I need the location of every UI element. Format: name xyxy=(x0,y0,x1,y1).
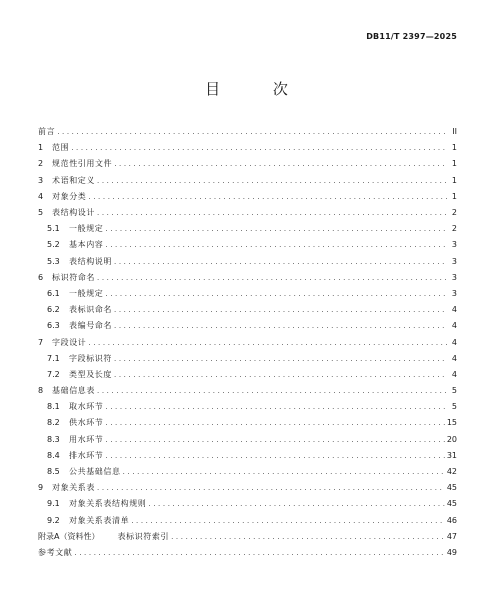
toc-entry-number: 9 xyxy=(38,483,44,493)
toc-entry-page: 3 xyxy=(451,288,457,298)
toc-entry-page: 1 xyxy=(451,175,457,185)
toc-entry-label: 表编号命名 xyxy=(69,321,112,331)
toc-entry[interactable] xyxy=(38,302,457,318)
toc-leader-dots xyxy=(97,208,447,218)
toc-entry[interactable] xyxy=(38,334,457,350)
toc-entry-label: 用水环节 xyxy=(69,434,104,444)
toc-leader-dots xyxy=(131,516,445,526)
toc-entry-label: 参考文献 xyxy=(38,547,73,557)
toc-entry-page: 4 xyxy=(451,337,457,347)
toc-entry[interactable] xyxy=(38,124,457,140)
toc-entry-page: 49 xyxy=(446,547,457,557)
toc-entry-number: 3 xyxy=(38,175,44,185)
toc-entry-page: 1 xyxy=(451,143,457,153)
toc-entry[interactable] xyxy=(38,318,457,334)
toc-leader-dots xyxy=(114,321,447,331)
toc-entry-page: 3 xyxy=(451,240,457,250)
toc-leader-dots xyxy=(97,386,447,396)
toc-entry-label: 一般规定 xyxy=(69,224,104,234)
toc-entry-page: 1 xyxy=(451,191,457,201)
toc-leader-dots xyxy=(114,305,447,315)
toc-entry-label: 标识符命名 xyxy=(52,272,95,282)
toc-leader-dots xyxy=(114,159,447,169)
toc-entry-label: 前言 xyxy=(38,127,56,137)
table-of-contents xyxy=(38,124,457,561)
toc-entry[interactable] xyxy=(38,351,457,367)
toc-leader-dots xyxy=(148,499,444,509)
toc-entry-number: 9.1 xyxy=(47,499,60,509)
toc-entry-label: 取水环节 xyxy=(69,402,104,412)
toc-entry-page: 45 xyxy=(446,483,457,493)
toc-entry[interactable] xyxy=(38,254,457,270)
page-title: 目 次 xyxy=(205,80,312,98)
toc-entry[interactable] xyxy=(38,205,457,221)
toc-entry-label: 基本内容 xyxy=(69,240,104,250)
toc-leader-dots xyxy=(105,240,447,250)
toc-entry-label: 字段设计 xyxy=(52,337,87,347)
toc-entry-number: 7.1 xyxy=(47,353,60,363)
toc-entry[interactable] xyxy=(38,156,457,172)
toc-entry-page: 45 xyxy=(446,499,457,509)
toc-entry[interactable] xyxy=(38,189,457,205)
toc-entry[interactable] xyxy=(38,173,457,189)
toc-entry-label: 范围 xyxy=(52,143,70,153)
toc-entry-page: 3 xyxy=(451,272,457,282)
toc-entry-number: 5.3 xyxy=(47,256,60,266)
toc-entry[interactable] xyxy=(38,270,457,286)
toc-entry-page: 2 xyxy=(451,208,457,218)
toc-entry[interactable] xyxy=(38,140,457,156)
toc-entry-page: 1 xyxy=(451,159,457,169)
toc-entry[interactable] xyxy=(38,415,457,431)
toc-entry-number: 8.2 xyxy=(47,418,60,428)
toc-entry-number: 6.1 xyxy=(47,288,60,298)
toc-leader-dots xyxy=(123,467,445,477)
toc-entry-label: 表标识命名 xyxy=(69,305,112,315)
toc-entry-label: 类型及长度 xyxy=(69,369,112,379)
toc-entry-number: 6 xyxy=(38,272,44,282)
toc-entry-page: 4 xyxy=(451,305,457,315)
toc-entry-label: 基础信息表 xyxy=(52,386,95,396)
toc-leader-dots xyxy=(105,451,444,461)
toc-entry-label: 字段标识符 xyxy=(69,353,112,363)
toc-leader-dots xyxy=(88,338,447,348)
toc-entry[interactable] xyxy=(38,529,457,545)
toc-entry[interactable] xyxy=(38,367,457,383)
toc-leader-dots xyxy=(105,224,447,234)
toc-entry-number: 4 xyxy=(38,191,44,201)
toc-entry[interactable] xyxy=(38,545,457,561)
toc-entry-page: 46 xyxy=(446,515,457,525)
toc-leader-dots xyxy=(105,402,447,412)
toc-entry[interactable] xyxy=(38,221,457,237)
toc-leader-dots xyxy=(105,418,444,428)
document-id: DB11/T 2397—2025 xyxy=(366,32,457,41)
toc-entry-page: 5 xyxy=(451,386,457,396)
toc-entry-number: 6.3 xyxy=(47,321,60,331)
toc-entry-label: 对象关系表清单 xyxy=(69,515,130,525)
toc-entry-label: 供水环节 xyxy=(69,418,104,428)
toc-entry-number: 5 xyxy=(38,208,44,218)
toc-entry-label: 表标识符索引 xyxy=(117,531,170,541)
toc-leader-dots xyxy=(114,370,447,380)
toc-entry-number: 5.2 xyxy=(47,240,60,250)
toc-entry-label: 表结构设计 xyxy=(52,208,95,218)
toc-leader-dots xyxy=(74,548,444,558)
toc-entry-page: 2 xyxy=(451,224,457,234)
toc-entry[interactable] xyxy=(38,237,457,253)
toc-entry-label: 排水环节 xyxy=(69,450,104,460)
toc-entry-page: 15 xyxy=(446,418,457,428)
toc-entry-number: 7 xyxy=(38,337,44,347)
toc-entry-label: 对象关系表结构规则 xyxy=(69,499,147,509)
toc-entry-number: 附录A（资料性） xyxy=(38,531,100,541)
toc-entry-label: 一般规定 xyxy=(69,288,104,298)
toc-leader-dots xyxy=(97,273,447,283)
toc-leader-dots xyxy=(88,192,447,202)
toc-entry-number: 8.4 xyxy=(47,450,60,460)
toc-entry[interactable] xyxy=(38,496,457,512)
toc-entry-page: 20 xyxy=(446,434,457,444)
toc-entry-page: II xyxy=(452,127,457,137)
toc-entry-number: 8.5 xyxy=(47,467,60,477)
toc-entry-page: 5 xyxy=(451,402,457,412)
toc-entry[interactable] xyxy=(38,383,457,399)
toc-entry-label: 对象分类 xyxy=(52,191,87,201)
toc-entry[interactable] xyxy=(38,399,457,415)
toc-leader-dots xyxy=(114,257,447,267)
toc-entry[interactable] xyxy=(38,480,457,496)
toc-leader-dots xyxy=(97,483,445,493)
toc-entry-page: 4 xyxy=(451,321,457,331)
toc-leader-dots xyxy=(71,143,447,153)
toc-leader-dots xyxy=(114,354,447,364)
toc-entry[interactable] xyxy=(38,286,457,302)
toc-entry-page: 4 xyxy=(451,353,457,363)
toc-leader-dots xyxy=(97,176,447,186)
toc-entry-number: 5.1 xyxy=(47,224,60,234)
toc-entry-page: 42 xyxy=(446,467,457,477)
toc-entry[interactable] xyxy=(38,513,457,529)
toc-entry[interactable] xyxy=(38,464,457,480)
toc-entry-number: 7.2 xyxy=(47,369,60,379)
toc-entry-number: 1 xyxy=(38,143,44,153)
toc-leader-dots xyxy=(57,127,447,137)
toc-entry-page: 4 xyxy=(451,369,457,379)
toc-entry-number: 8.3 xyxy=(47,434,60,444)
toc-entry-number: 8.1 xyxy=(47,402,60,412)
toc-entry-number: 8 xyxy=(38,386,44,396)
toc-entry[interactable] xyxy=(38,448,457,464)
toc-entry-page: 31 xyxy=(446,450,457,460)
toc-entry-page: 47 xyxy=(446,531,457,541)
toc-entry-label: 表结构说明 xyxy=(69,256,112,266)
toc-entry-number: 2 xyxy=(38,159,44,169)
toc-entry-number: 6.2 xyxy=(47,305,60,315)
toc-entry-label: 术语和定义 xyxy=(52,175,95,185)
toc-entry-label: 对象关系表 xyxy=(52,483,95,493)
toc-entry-page: 3 xyxy=(451,256,457,266)
toc-entry[interactable] xyxy=(38,432,457,448)
toc-entry-number: 9.2 xyxy=(47,515,60,525)
toc-leader-dots xyxy=(171,532,445,542)
toc-leader-dots xyxy=(105,289,447,299)
toc-entry-label: 规范性引用文件 xyxy=(52,159,113,169)
toc-leader-dots xyxy=(105,435,444,445)
toc-entry-label: 公共基础信息 xyxy=(69,467,121,477)
